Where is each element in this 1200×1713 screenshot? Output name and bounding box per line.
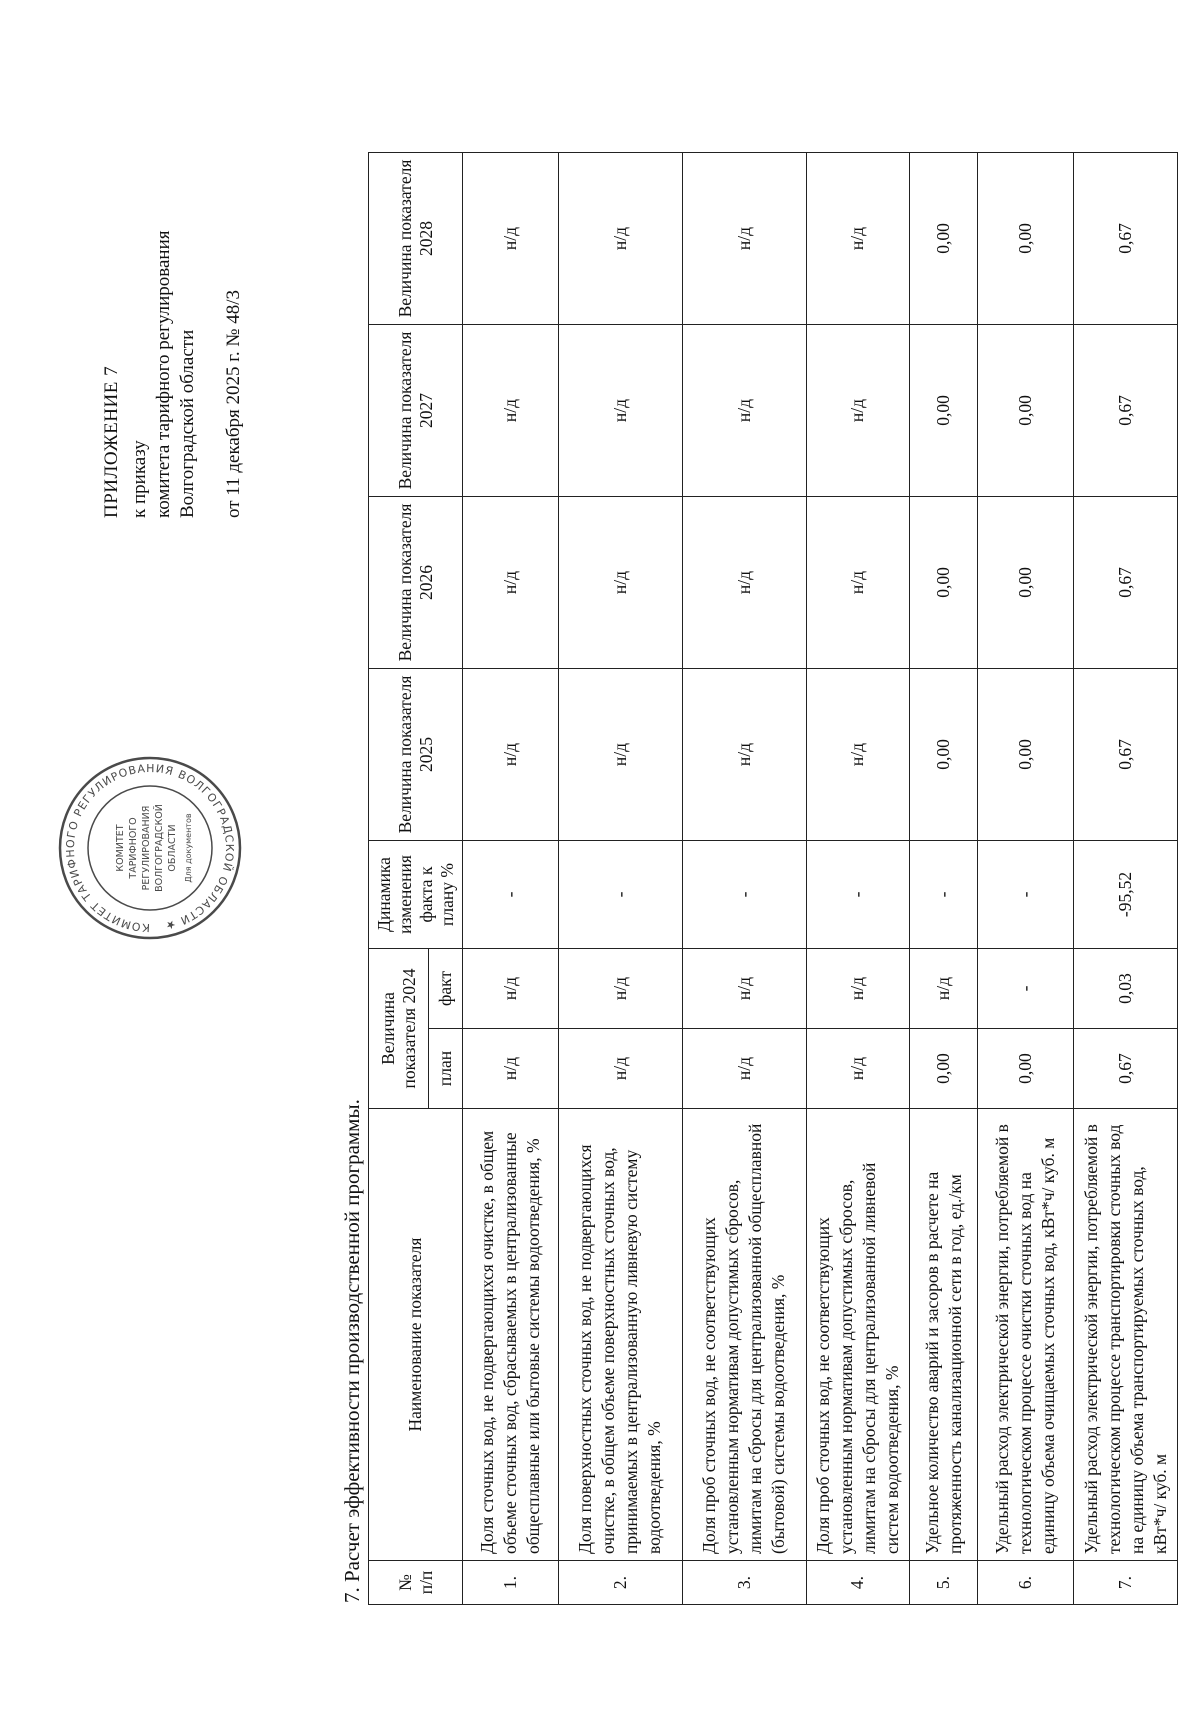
row-plan: 0,67 bbox=[1074, 1029, 1178, 1109]
row-name: Доля сточных вод, не подвергающихся очистке, в общем объеме сточных вод, сбрасываемых в централизованные общесплавные или бытовые системы водоотведения, % bbox=[463, 1109, 559, 1561]
row-num: 2. bbox=[559, 1561, 683, 1605]
row-2026: н/д bbox=[806, 496, 910, 668]
row-2025: н/д bbox=[682, 668, 806, 840]
order-reference: к приказу bbox=[129, 440, 150, 518]
row-2026: н/д bbox=[559, 496, 683, 668]
row-2027: 0,00 bbox=[978, 324, 1074, 496]
row-dynamics: - bbox=[559, 840, 683, 948]
row-2028: н/д bbox=[559, 152, 683, 324]
row-num: 4. bbox=[806, 1561, 910, 1605]
row-2028: 0,67 bbox=[1074, 152, 1178, 324]
row-2025: н/д bbox=[559, 668, 683, 840]
header-2028: Величина показателя 2028 bbox=[369, 152, 463, 324]
header-plan: план bbox=[429, 1029, 463, 1109]
row-fact: н/д bbox=[682, 948, 806, 1028]
row-2028: н/д bbox=[463, 152, 559, 324]
svg-text:РЕГУЛИРОВАНИЯ: РЕГУЛИРОВАНИЯ bbox=[141, 805, 152, 891]
row-2027: 0,67 bbox=[1074, 324, 1178, 496]
row-2027: н/д bbox=[806, 324, 910, 496]
row-2025: 0,00 bbox=[910, 668, 978, 840]
row-2027: 0,00 bbox=[910, 324, 978, 496]
row-2026: 0,67 bbox=[1074, 496, 1178, 668]
row-fact: н/д bbox=[463, 948, 559, 1028]
row-num: 6. bbox=[978, 1561, 1074, 1605]
row-num: 1. bbox=[463, 1561, 559, 1605]
row-dynamics: -95,52 bbox=[1074, 840, 1178, 948]
header-2027: Величина показателя 2027 bbox=[369, 324, 463, 496]
table-row bbox=[1074, 152, 1178, 1604]
row-fact: н/д bbox=[910, 948, 978, 1028]
header-2026: Величина показателя 2026 bbox=[369, 496, 463, 668]
row-name: Удельный расход электрической энергии, потребляемой в технологическом процессе транспортировки сточных вод на единицу объема транспортируемых сточных вод, кВт*ч/ куб. м bbox=[1074, 1109, 1178, 1561]
svg-text:Для документов: Для документов bbox=[184, 813, 193, 883]
header-2024: Величина показателя 2024 bbox=[369, 948, 429, 1108]
row-plan: н/д bbox=[806, 1029, 910, 1109]
region-name: Волгоградской области bbox=[177, 329, 198, 518]
svg-text:ТАРИФНОГО: ТАРИФНОГО bbox=[128, 817, 139, 879]
svg-text:КОМИТЕТ: КОМИТЕТ bbox=[115, 824, 126, 872]
row-num: 3. bbox=[682, 1561, 806, 1605]
row-2027: н/д bbox=[463, 324, 559, 496]
row-2025: н/д bbox=[463, 668, 559, 840]
row-plan: н/д bbox=[559, 1029, 683, 1109]
header-name: Наименование показателя bbox=[369, 1109, 463, 1561]
row-dynamics: - bbox=[463, 840, 559, 948]
table-row bbox=[806, 152, 910, 1604]
svg-text:ВОЛГОГРАДСКОЙ: ВОЛГОГРАДСКОЙ bbox=[154, 804, 165, 892]
row-name: Удельное количество аварий и засоров в расчете на протяженность канализационной сети в год, ед./км bbox=[910, 1109, 978, 1561]
table-row bbox=[682, 152, 806, 1604]
row-name: Доля проб сточных вод, не соответствующих установленным нормативам допустимых сбросов, лимитам на сбросы для централизованной ливневой систем водоотведения, % bbox=[806, 1109, 910, 1561]
row-dynamics: - bbox=[978, 840, 1074, 948]
section-title: 7. Расчет эффективности производственной программы. bbox=[340, 1099, 364, 1603]
row-plan: 0,00 bbox=[978, 1029, 1074, 1109]
row-plan: н/д bbox=[463, 1029, 559, 1109]
row-fact: 0,03 bbox=[1074, 948, 1178, 1028]
row-2025: 0,00 bbox=[978, 668, 1074, 840]
row-fact: н/д bbox=[806, 948, 910, 1028]
row-2028: н/д bbox=[806, 152, 910, 324]
row-name: Удельный расход электрической энергии, потребляемой в технологическом процессе очистки сточных вод на единицу объема очищаемых сточных вод, кВт*ч/ куб. м bbox=[978, 1109, 1074, 1561]
row-2027: н/д bbox=[682, 324, 806, 496]
header-fact: факт bbox=[429, 948, 463, 1028]
appendix-title: ПРИЛОЖЕНИЕ 7 bbox=[101, 365, 122, 518]
efficiency-table bbox=[368, 152, 1178, 1605]
row-2028: 0,00 bbox=[978, 152, 1074, 324]
row-num: 5. bbox=[910, 1561, 978, 1605]
row-2028: н/д bbox=[682, 152, 806, 324]
table-row bbox=[978, 152, 1074, 1604]
row-2025: н/д bbox=[806, 668, 910, 840]
row-2027: н/д bbox=[559, 324, 683, 496]
row-dynamics: - bbox=[682, 840, 806, 948]
row-name: Доля проб сточных вод, не соответствующих установленным нормативам допустимых сбросов, лимитам на сбросы для централизованной общесплавной (бытовой) системы водоотведения, % bbox=[682, 1109, 806, 1561]
row-2026: н/д bbox=[682, 496, 806, 668]
row-2026: 0,00 bbox=[910, 496, 978, 668]
row-dynamics: - bbox=[910, 840, 978, 948]
row-2026: 0,00 bbox=[978, 496, 1074, 668]
header-dynamics: Динамика изменения факта к плану % bbox=[369, 840, 463, 948]
row-plan: 0,00 bbox=[910, 1029, 978, 1109]
row-2026: н/д bbox=[463, 496, 559, 668]
table-row bbox=[910, 152, 978, 1604]
row-fact: н/д bbox=[559, 948, 683, 1028]
row-dynamics: - bbox=[806, 840, 910, 948]
table-row bbox=[463, 152, 559, 1604]
row-plan: н/д bbox=[682, 1029, 806, 1109]
row-2025: 0,67 bbox=[1074, 668, 1178, 840]
row-2028: 0,00 bbox=[910, 152, 978, 324]
official-seal-icon bbox=[55, 753, 245, 943]
svg-text:КОМИТЕТ ТАРИФНОГО РЕГУЛИРОВАНИ: КОМИТЕТ ТАРИФНОГО РЕГУЛИРОВАНИЯ ВОЛГОГРАДСКОЙ ОБЛАСТИ ★ bbox=[63, 761, 237, 935]
row-name: Доля поверхностных сточных вод, не подвергающихся очистке, в общем объеме поверхностных сточных вод, принимаемых в централизованную ливневую систему водоотведения, % bbox=[559, 1109, 683, 1561]
header-num: № п/п bbox=[369, 1561, 463, 1605]
svg-text:ОБЛАСТИ: ОБЛАСТИ bbox=[167, 824, 178, 872]
row-fact: - bbox=[978, 948, 1074, 1028]
committee-name: комитета тарифного регулирования bbox=[153, 230, 174, 518]
order-date-number: от 11 декабря 2025 г. № 48/3 bbox=[223, 289, 244, 518]
table-row bbox=[559, 152, 683, 1604]
row-num: 7. bbox=[1074, 1561, 1178, 1605]
header-2025: Величина показателя 2025 bbox=[369, 668, 463, 840]
